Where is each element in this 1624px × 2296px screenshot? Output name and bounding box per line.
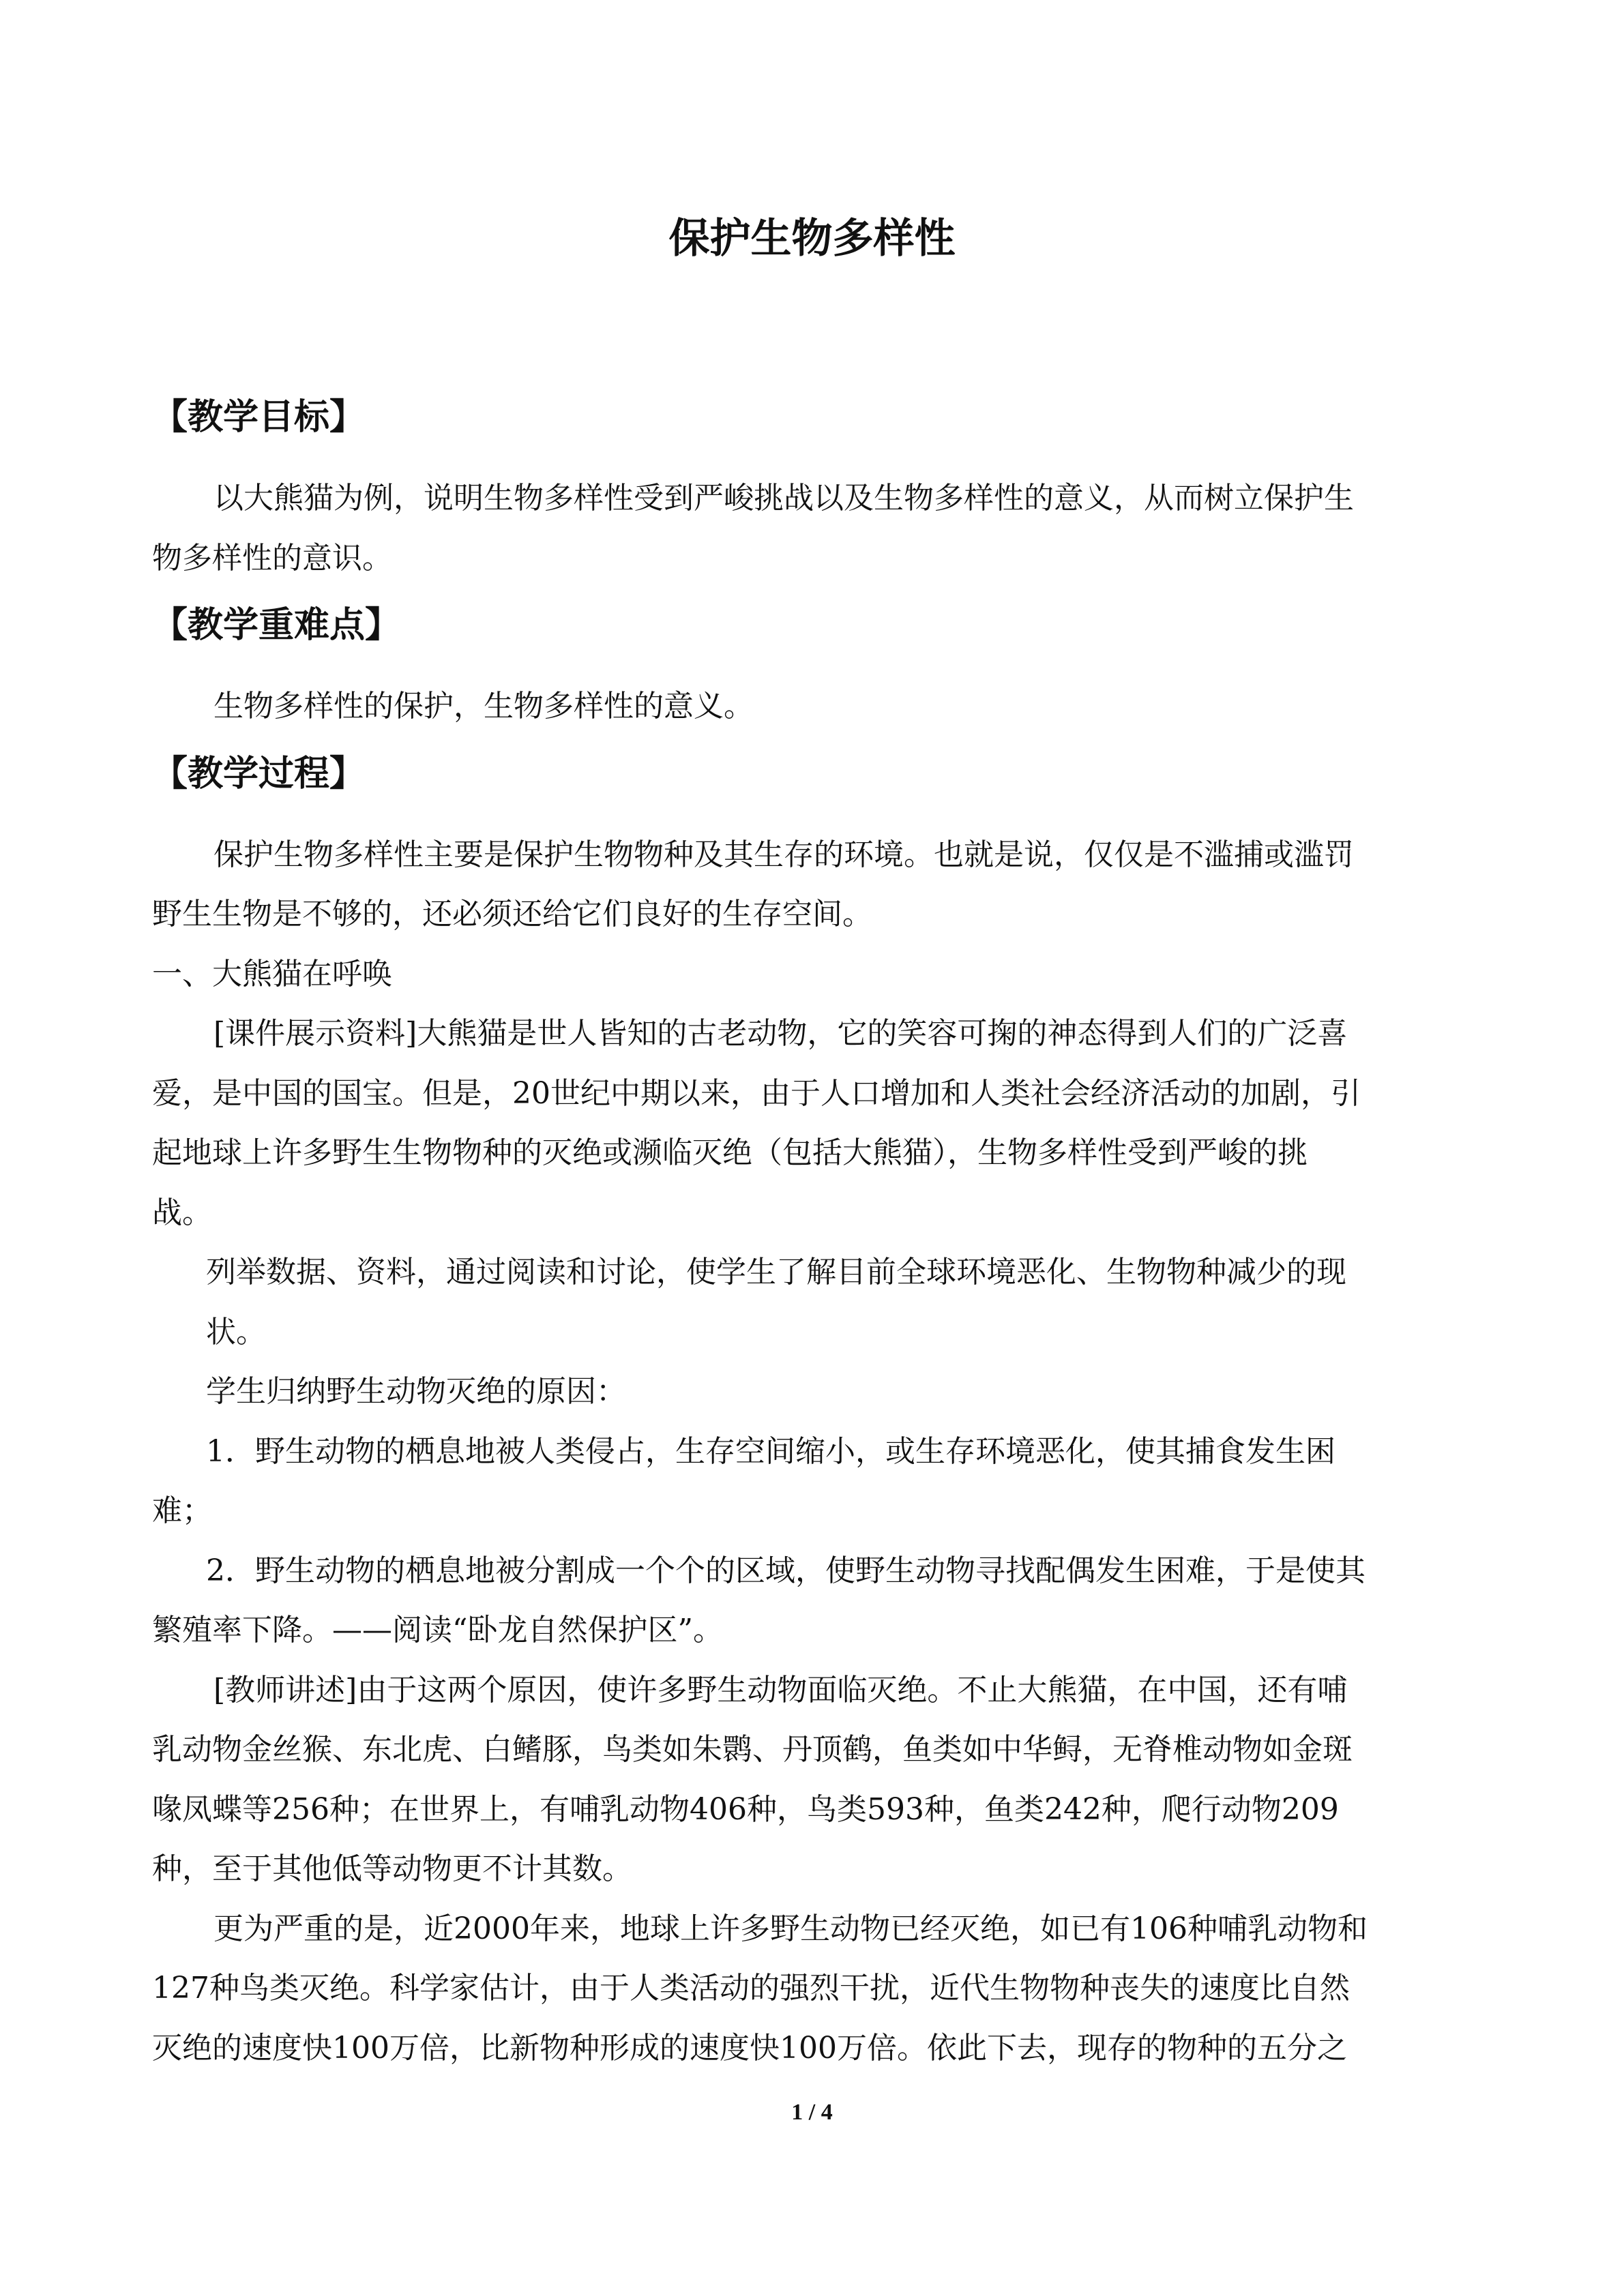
section-heading-process: 【教学过程】 <box>152 754 366 794</box>
paragraph-line: 生物多样性的保护，生物多样性的意义。 <box>213 689 754 724</box>
list-item-continuation: 繁殖率下降。——阅读“卧龙自然保护区”。 <box>152 1613 723 1648</box>
paragraph-line: 更为严重的是，近2000年来，地球上许多野生动物已经灭绝，如已有106种哺乳动物和 <box>213 1911 1368 1946</box>
list-item-continuation: 难； <box>152 1493 212 1528</box>
paragraph-line: 战。 <box>152 1195 212 1230</box>
paragraph-line: 起地球上许多野生生物物种的灭绝或濒临灭绝（包括大熊猫），生物多样性受到严峻的挑 <box>152 1135 1308 1170</box>
paragraph-line: 灭绝的速度快100万倍，比新物种形成的速度快100万倍。依此下去，现存的物种的五分之 <box>152 2031 1347 2066</box>
list-item: 1．野生动物的栖息地被人类侵占，生存空间缩小，或生存环境恶化，使其捕食发生困 <box>206 1434 1335 1469</box>
paragraph-line: 列举数据、资料，通过阅读和讨论，使学生了解目前全球环境恶化、生物物种减少的现 <box>206 1255 1346 1289</box>
paragraph-line: [教师讲述]由于这两个原因，使许多野生动物面临灭绝。不止大熊猫，在中国，还有哺 <box>213 1673 1348 1708</box>
section-heading-objectives: 【教学目标】 <box>152 397 366 438</box>
paragraph-line: 物多样性的意识。 <box>152 541 392 576</box>
paragraph-line: 种，至于其他低等动物更不计其数。 <box>152 1851 632 1886</box>
section-heading-key-points: 【教学重难点】 <box>152 605 401 646</box>
paragraph-line: 以大熊猫为例，说明生物多样性受到严峻挑战以及生物多样性的意义，从而树立保护生 <box>213 481 1354 516</box>
paragraph-line: 爱，是中国的国宝。但是，20世纪中期以来，由于人口增加和人类社会经济活动的加剧，引 <box>152 1076 1361 1111</box>
page-number: 1 / 4 <box>791 2100 833 2125</box>
document-title: 保护生物多样性 <box>668 215 956 263</box>
paragraph-line: 喙凤蝶等256种；在世界上，有哺乳动物406种，鸟类593种，鱼类242种，爬行动物209 <box>152 1792 1339 1827</box>
paragraph-line: [课件展示资料]大熊猫是世人皆知的古老动物，它的笑容可掬的神态得到人们的广泛喜 <box>213 1016 1348 1051</box>
paragraph-line: 学生归纳野生动物灭绝的原因： <box>206 1374 626 1409</box>
paragraph-line: 状。 <box>206 1315 266 1350</box>
paragraph-line: 乳动物金丝猴、东北虎、白鳍豚，鸟类如朱鹮、丹顶鹤，鱼类如中华鲟，无脊椎动物如金斑 <box>152 1732 1353 1767</box>
paragraph-line: 127种鸟类灭绝。科学家估计，由于人类活动的强烈干扰，近代生物物种丧失的速度比自然 <box>152 1971 1350 2006</box>
list-item: 2．野生动物的栖息地被分割成一个个的区域，使野生动物寻找配偶发生困难，于是使其 <box>206 1553 1365 1588</box>
subsection-heading: 一、大熊猫在呼唤 <box>152 957 392 992</box>
paragraph-line: 野生生物是不够的，还必须还给它们良好的生存空间。 <box>152 897 872 931</box>
paragraph-line: 保护生物多样性主要是保护生物物种及其生存的环境。也就是说，仅仅是不滥捕或滥罚 <box>213 837 1354 872</box>
